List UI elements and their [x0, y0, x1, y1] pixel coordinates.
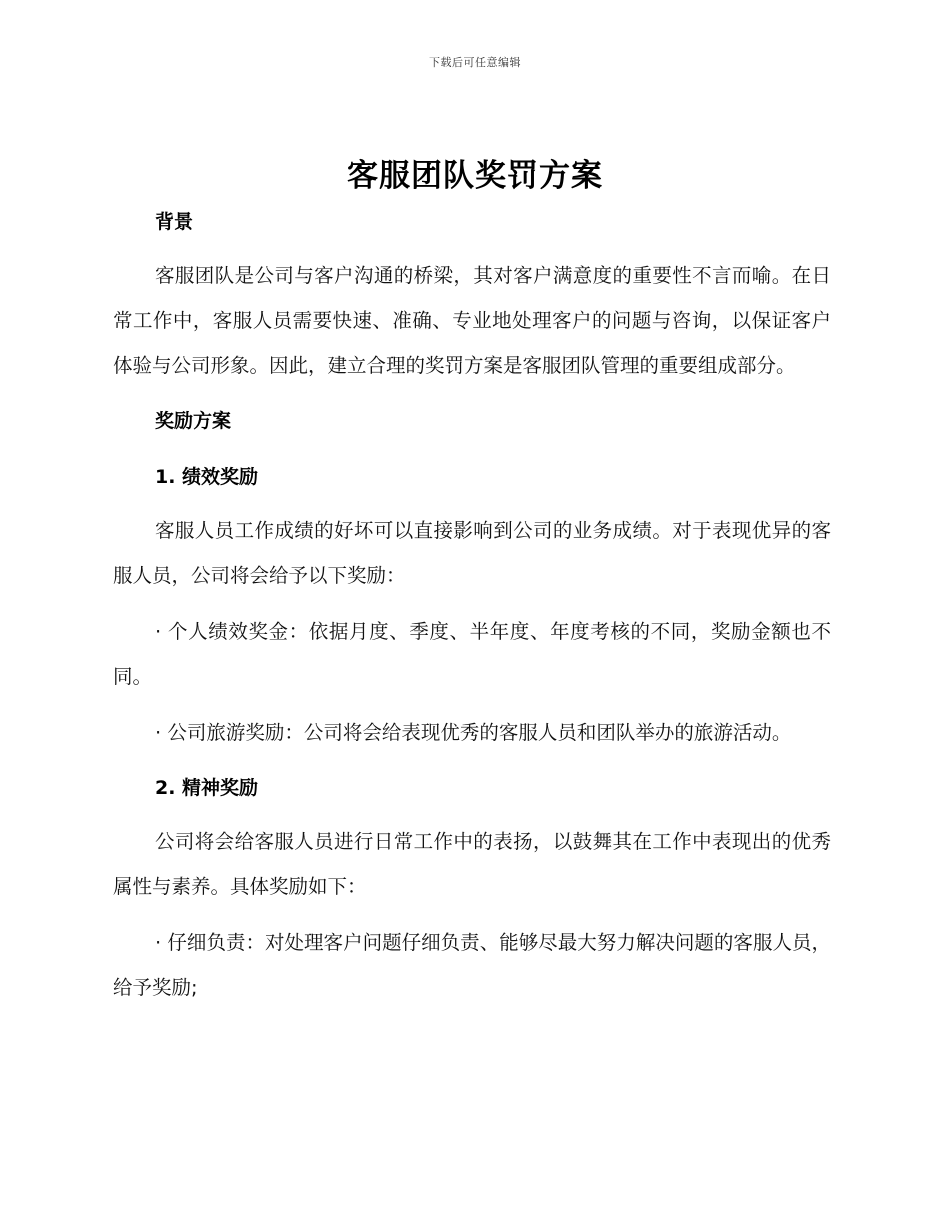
bullet-item: · 公司旅游奖励：公司将会给表现优秀的客服人员和团队举办的旅游活动。 [155, 721, 792, 744]
document-title: 客服团队奖罚方案 [347, 158, 603, 194]
header-note: 下载后可任意编辑 [429, 56, 521, 69]
subheading-performance-reward: 1. 绩效奖励 [155, 466, 259, 488]
bullet-item: · 个人绩效奖金：依据月度、季度、半年度、年度考核的不同，奖励金额也不同。 [113, 620, 831, 688]
bullet-item: · 仔细负责：对处理客户问题仔细负责、能够尽最大努力解决问题的客服人员，给予奖励; [113, 931, 831, 999]
subheading-spiritual-reward: 2. 精神奖励 [155, 777, 259, 799]
document-body [113, 205, 831, 1010]
performance-intro-paragraph: 客服人员工作成绩的好坏可以直接影响到公司的业务成绩。对于表现优异的客服人员，公司将会给予以下奖励： [113, 519, 831, 587]
section-heading-background: 背景 [155, 211, 194, 233]
background-paragraph: 客服团队是公司与客户沟通的桥梁，其对客户满意度的重要性不言而喻。在日常工作中，客服人员需要快速、准确、专业地处理客户的问题与咨询，以保证客户体验与公司形象。因此，建立合理的奖罚方案是客服团队管理的重要组成部分。 [113, 264, 831, 377]
section-heading-reward-plan: 奖励方案 [155, 410, 232, 432]
spiritual-intro-paragraph: 公司将会给客服人员进行日常工作中的表扬，以鼓舞其在工作中表现出的优秀属性与素养。具体奖励如下： [113, 830, 831, 898]
